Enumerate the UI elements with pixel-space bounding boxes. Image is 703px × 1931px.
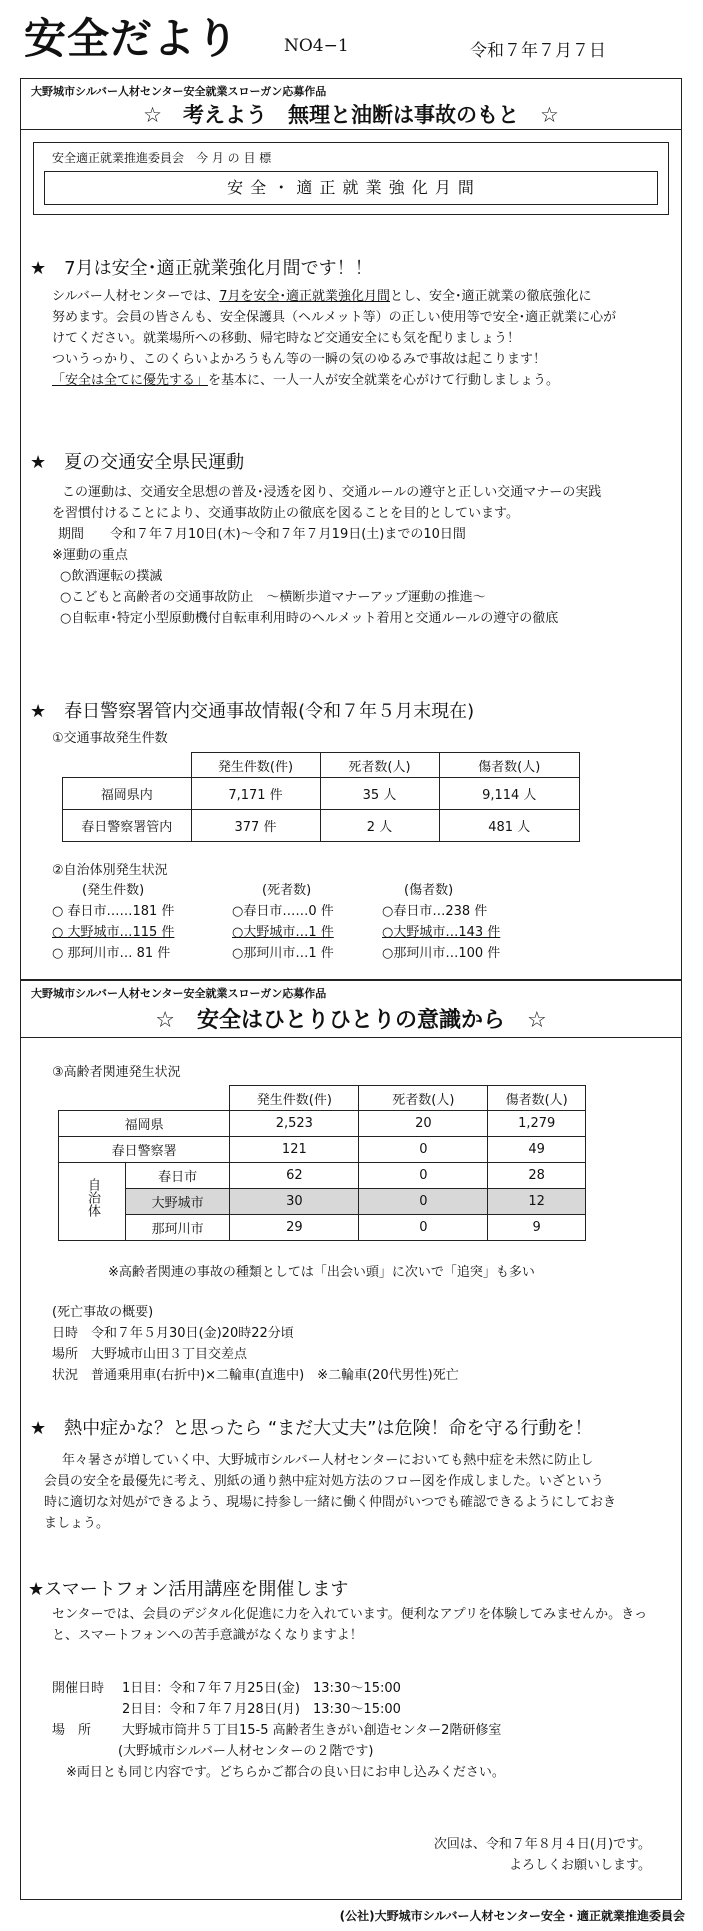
table-cell bbox=[59, 1086, 230, 1111]
place-row bbox=[52, 1720, 505, 1741]
section-body-safety-month bbox=[52, 286, 616, 391]
schedule-block bbox=[52, 1678, 505, 1783]
table-row bbox=[63, 810, 580, 842]
table-cell: ○那珂川市…100 件 bbox=[382, 946, 501, 961]
table-cell: ○大野城市…1 件 bbox=[232, 925, 334, 940]
table-cell: 29 bbox=[230, 1215, 359, 1241]
table-cell: 49 bbox=[488, 1137, 586, 1163]
table-header: 発生件数(件) bbox=[191, 753, 320, 778]
issue-number: NO4−1 bbox=[284, 36, 349, 56]
table-cell: ○大野城市…143 件 bbox=[382, 925, 501, 940]
issue-date: 令和７年７月７日 bbox=[470, 41, 606, 61]
table-cell: 30 bbox=[230, 1189, 359, 1215]
schedule-row bbox=[52, 1678, 505, 1699]
table-cell: 2,523 bbox=[230, 1111, 359, 1137]
table-cell: 28 bbox=[488, 1163, 586, 1189]
table-row bbox=[63, 778, 580, 810]
place-value: 大野城市筒井５丁目15-5 高齢者生きがい創造センター2階研修室 bbox=[122, 1723, 502, 1738]
table-cell: 377 件 bbox=[191, 810, 320, 842]
text-line: 時に適切な対処ができるよう、現場に持参し一緒に働く仲間がいつでも確認できるようにしておき bbox=[44, 1495, 617, 1510]
table-row bbox=[59, 1163, 586, 1189]
table-cell: ○那珂川市…1 件 bbox=[232, 946, 334, 961]
table-header: 死者数(人) bbox=[359, 1086, 488, 1111]
group-label bbox=[59, 1163, 126, 1241]
place-note: (大野城市シルバー人材センターの２階です) bbox=[118, 1744, 374, 1759]
next-issue bbox=[434, 1834, 651, 1876]
table-cell: 7,171 件 bbox=[191, 778, 320, 810]
list-item: ○こどもと高齢者の交通事故防止 ～横断歩道マナーアップ運動の推進～ bbox=[60, 590, 486, 605]
table-row bbox=[52, 880, 612, 901]
table-cell: 0 bbox=[359, 1163, 488, 1189]
underlined-text: 「安全は全てに優先する」 bbox=[52, 373, 209, 388]
section-heading-heatstroke: ★ 熱中症かな？と思ったら “まだ大丈夫”は危険！命を守る行動を！ bbox=[30, 1418, 593, 1439]
table-cell: 9 bbox=[488, 1215, 586, 1241]
section-body-smartphone: センターでは、会員のデジタル化促進に力を入れています。便利なアプリを体験してみませんか。きっと、スマートフォンへの苦手意識がなくなりますよ！ bbox=[52, 1607, 648, 1643]
accident-count-table bbox=[62, 752, 580, 842]
table-header: (傷者数) bbox=[404, 883, 454, 898]
text-line: ましょう。 bbox=[44, 1516, 110, 1531]
table-row bbox=[52, 901, 612, 922]
slogan-text: ☆ 考えよう 無理と油断は事故のもと ☆ bbox=[143, 103, 559, 127]
elderly-note: ※高齢者関連の事故の種類としては「出会い頭」に次いで「追突」も多い bbox=[108, 1265, 535, 1280]
section-heading-smartphone: ★スマートフォン活用講座を開催します bbox=[28, 1579, 349, 1600]
table-cell: ○春日市……0 件 bbox=[232, 904, 334, 919]
slogan-text: ☆ 安全はひとりひとりの意識から ☆ bbox=[155, 1008, 547, 1033]
table-cell: 62 bbox=[230, 1163, 359, 1189]
table1-caption: ①交通事故発生件数 bbox=[52, 731, 168, 746]
group-label-text: 自治体 bbox=[85, 1178, 100, 1217]
text-line: ついうっかり、このくらいよかろうもん等の一瞬の気のゆるみで事故は起こります！ bbox=[52, 352, 547, 367]
table-row bbox=[52, 943, 612, 964]
closing-line: よろしくお願いします。 bbox=[509, 1858, 651, 1873]
elderly-accident-table bbox=[58, 1085, 586, 1241]
table-cell: 春日警察署 bbox=[59, 1137, 230, 1163]
table-cell: 0 bbox=[359, 1215, 488, 1241]
table-cell: 1,279 bbox=[488, 1111, 586, 1137]
fatal-accident-summary bbox=[52, 1302, 459, 1386]
table-header: 発生件数(件) bbox=[230, 1086, 359, 1111]
table-cell: 春日警察署管内 bbox=[63, 810, 192, 842]
goal-inner-box bbox=[44, 171, 658, 205]
section-heading-accident-info: ★ 春日警察署管内交通事故情報(令和７年５月末現在) bbox=[30, 701, 475, 722]
text-line: 場所 大野城市山田３丁目交差点 bbox=[52, 1347, 248, 1362]
page-title: 安全だより bbox=[24, 14, 240, 63]
slogan-caption: 大野城市シルバー人材センター安全就業スローガン応募作品 bbox=[31, 85, 327, 98]
table-cell: 那珂川市 bbox=[126, 1215, 230, 1241]
elderly-table-caption: ③高齢者関連発生状況 bbox=[52, 1065, 181, 1080]
table-row bbox=[63, 753, 580, 778]
underlined-text: 7月を安全･適正就業強化月間 bbox=[219, 289, 391, 304]
schedule-note: ※両日とも同じ内容です。どちらかご都合の良い日にお申し込みください。 bbox=[66, 1765, 505, 1780]
text-line: 会員の安全を最優先に考え、別紙の通り熱中症対処方法のフロー図を作成しました。いざという bbox=[44, 1474, 604, 1489]
slogan-box-1 bbox=[20, 78, 682, 130]
campaign-period: 期間 令和７年７月10日(木)～令和７年７月19日(土)までの10日間 bbox=[58, 527, 466, 542]
schedule-day1: 1日目：令和７年７月25日(金) 13:30～15:00 bbox=[122, 1681, 401, 1696]
table-header: 傷者数(人) bbox=[488, 1086, 586, 1111]
slogan-caption: 大野城市シルバー人材センター安全就業スローガン応募作品 bbox=[31, 987, 327, 1000]
goal-label: 安全適正就業推進委員会 今 月 の 目 標 bbox=[52, 151, 272, 165]
fatal-title: (死亡事故の概要) bbox=[52, 1305, 154, 1320]
table-cell: 大野城市 bbox=[126, 1189, 230, 1215]
table-cell: ○ 大野城市…115 件 bbox=[52, 925, 175, 940]
table-header: (発生件数) bbox=[82, 883, 145, 898]
goal-text: 安 全 ・ 適 正 就 業 強 化 月 間 bbox=[227, 178, 475, 197]
text-line: シルバー人材センターでは、7月を安全･適正就業強化月間とし、安全･適正就業の徹底強化に bbox=[52, 289, 592, 304]
section-heading-safety-month: ★ 7月は安全･適正就業強化月間です！！ bbox=[30, 258, 373, 279]
table-cell: 0 bbox=[359, 1189, 488, 1215]
list-item: ○飲酒運転の撲滅 bbox=[60, 569, 163, 584]
table-cell: ○ 那珂川市… 81 件 bbox=[52, 946, 171, 961]
text-line: 状況 普通乗用車(右折中)×二輪車(直進中) ※二輪車(20代男性)死亡 bbox=[52, 1368, 459, 1383]
next-issue-date: 次回は、令和７年８月４日(月)です。 bbox=[433, 1837, 651, 1852]
text-line: ※運動の重点 bbox=[52, 548, 128, 563]
table-row-highlighted bbox=[59, 1189, 586, 1215]
table-cell: 12 bbox=[488, 1189, 586, 1215]
table-cell bbox=[63, 753, 192, 778]
text-line: 日時 令和７年５月30日(金)20時22分頃 bbox=[52, 1326, 294, 1341]
table-cell: 121 bbox=[230, 1137, 359, 1163]
text-line: 努めます。会員の皆さんも、安全保護具（ヘルメット等）の正しい使用等で安全･適正就業に心が bbox=[52, 310, 617, 325]
table-header: 傷者数(人) bbox=[439, 753, 580, 778]
publisher-footer: (公社)大野城市シルバー人材センター安全・適正就業推進委員会 bbox=[339, 1909, 685, 1923]
table-cell: 9,114 人 bbox=[439, 778, 580, 810]
schedule-day2: 2日目：令和７年７月28日(月) 13:30～15:00 bbox=[122, 1702, 401, 1717]
slogan-box-2 bbox=[20, 980, 682, 1038]
table-cell: 福岡県内 bbox=[63, 778, 192, 810]
table-cell: 35 人 bbox=[320, 778, 439, 810]
table-cell: 春日市 bbox=[126, 1163, 230, 1189]
table-header: 死者数(人) bbox=[320, 753, 439, 778]
table-row bbox=[59, 1111, 586, 1137]
table-header: (死者数) bbox=[262, 883, 312, 898]
text-line: 年々暑さが増していく中、大野城市シルバー人材センターにおいても熱中症を未然に防止し bbox=[62, 1453, 594, 1468]
municipality-stats bbox=[52, 880, 612, 964]
text-line: 「安全は全てに優先する」を基本に、一人一人が安全就業を心がけて行動しましょう。 bbox=[52, 373, 560, 388]
table-row bbox=[59, 1137, 586, 1163]
monthly-goal-box bbox=[33, 142, 669, 215]
section-heading-traffic-campaign: ★ 夏の交通安全県民運動 bbox=[30, 452, 245, 473]
schedule-label: 開催日時 bbox=[52, 1681, 105, 1696]
table-row bbox=[52, 922, 612, 943]
table2-caption: ②自治体別発生状況 bbox=[52, 863, 168, 878]
table-cell: ○ 春日市……181 件 bbox=[52, 904, 175, 919]
list-item: ○自転車･特定小型原動機付自転車利用時のヘルメット着用と交通ルールの遵守の徹底 bbox=[60, 611, 559, 626]
table-row bbox=[59, 1086, 586, 1111]
table-cell: 福岡県 bbox=[59, 1111, 230, 1137]
text-line: けてください。就業場所への移動、帰宅時など交通安全にも気を配りましょう！ bbox=[52, 331, 521, 346]
place-label: 場 所 bbox=[52, 1723, 92, 1738]
section-body-traffic-campaign bbox=[52, 482, 601, 629]
table-cell: 0 bbox=[359, 1137, 488, 1163]
table-cell: 481 人 bbox=[439, 810, 580, 842]
text-line: を習慣付けることにより、交通事故防止の徹底を図ることを目的としています。 bbox=[52, 506, 519, 521]
section-body-heatstroke bbox=[44, 1450, 616, 1534]
table-row bbox=[59, 1215, 586, 1241]
table-cell: ○春日市…238 件 bbox=[382, 904, 488, 919]
text-line: この運動は、交通安全思想の普及･浸透を図り、交通ルールの遵守と正しい交通マナーの実践 bbox=[62, 485, 602, 500]
table-cell: 2 人 bbox=[320, 810, 439, 842]
table-cell: 20 bbox=[359, 1111, 488, 1137]
